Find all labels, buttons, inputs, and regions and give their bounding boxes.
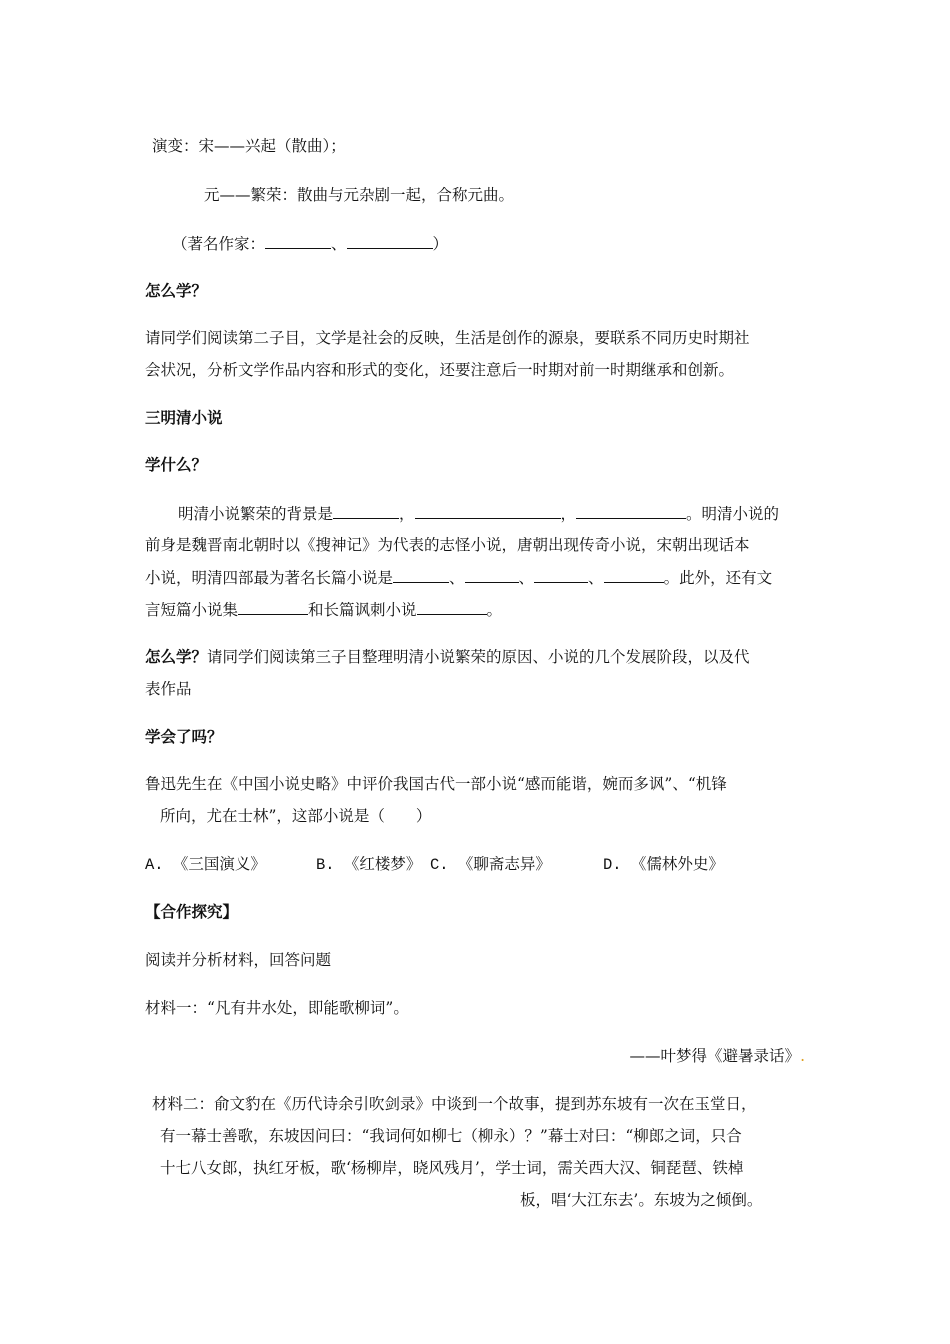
cooperate-heading: 【合作探究】 (145, 903, 239, 921)
quiz-option-b[interactable]: B. 《红楼梦》 (316, 856, 422, 874)
quiz-option-d[interactable]: D. 《儒林外史》 (603, 856, 724, 874)
predecessor-line: 前身是魏晋南北朝时以《搜神记》为代表的志怪小说，唐朝出现传奇小说，宋朝出现话本 (145, 536, 750, 554)
how-to-learn-heading-1: 怎么学？ (145, 282, 208, 300)
how-to-learn-2-text: 请同学们阅读第三子目整理明清小说繁荣的原因、小说的几个发展阶段，以及代 (207, 648, 750, 666)
sep-2: 、 (518, 569, 535, 587)
novel-blank-3[interactable] (534, 567, 588, 583)
section-title: 三明清小说 (145, 409, 223, 427)
famous-sep: 、 (331, 235, 347, 253)
material-2-line-3: 十七八女郎，执红牙板，歌‘杨柳岸，晓风残月’，学士词，需关西大汉、铜琵琶、铁棹 (160, 1159, 744, 1177)
satire-text: 和长篇讽刺小说 (308, 601, 417, 619)
four-novels-text: 小说，明清四部最为著名长篇小说是 (145, 569, 394, 587)
material-1-source: ——叶梦得《避暑录话》. (629, 1047, 805, 1065)
quiz-option-c[interactable]: C. 《聊斋志异》 (430, 856, 551, 874)
novel-blank-4[interactable] (604, 567, 664, 583)
how-to-learn-heading-2: 怎么学？ (145, 648, 208, 666)
writer-blank-1[interactable] (265, 233, 331, 249)
famous-writers-line (172, 233, 448, 254)
short-stories-line (145, 599, 502, 620)
how-to-learn-2-line-2: 表作品 (145, 680, 192, 698)
mark-dot: . (800, 1047, 805, 1065)
material-1: 材料一：“凡有井水处，即能歌柳词”。 (145, 999, 409, 1017)
how-to-learn-1-line-2: 会状况，分析文学作品内容和形式的变化，还要注意后一时期对前一时期继承和创新。 (145, 361, 735, 379)
background-blank-3[interactable] (576, 503, 686, 519)
four-novels-line (145, 567, 772, 588)
famous-pre: （著名作家： (172, 235, 266, 253)
four-novels-tail: 。此外，还有文 (663, 569, 773, 587)
comma-2: ， (560, 505, 577, 523)
background-text: 明清小说繁荣的背景是 (178, 505, 334, 523)
sep-1: 、 (449, 569, 465, 587)
novel-blank-2[interactable] (465, 567, 519, 583)
material-2-line-1: 材料二：俞文豹在《历代诗余引吹剑录》中谈到一个故事，提到苏东坡有一次在玉堂日， (152, 1095, 757, 1113)
novel-blank-1[interactable] (393, 567, 449, 583)
quiz-question-line-2: 所向，尤在士林”，这部小说是（ ） (160, 807, 432, 825)
background-tail: 。明清小说的 (686, 505, 780, 523)
writer-blank-2[interactable] (347, 233, 433, 249)
quiz-option-a[interactable]: A. 《三国演义》 (145, 856, 266, 874)
material-2-line-4: 板，唱‘大江东去’。东坡为之倾倒。 (520, 1191, 763, 1209)
quiz-question-line-1: 鲁迅先生在《中国小说史略》中评价我国古代一部小说“感而能谐，婉而多讽”、“机锋 (145, 775, 727, 793)
evolution-yuan: 元——繁荣：散曲与元杂剧一起，合称元曲。 (204, 186, 515, 204)
period: 。 (486, 601, 503, 619)
material-2-line-2: 有一幕士善歌，东坡因问曰：“我词何如柳七（柳永）？”幕士对曰：“柳郎之词，只合 (160, 1127, 742, 1145)
cooperate-intro: 阅读并分析材料，回答问题 (145, 951, 332, 969)
short-stories-text: 言短篇小说集 (145, 601, 239, 619)
how-to-learn-1-line-1: 请同学们阅读第二子目，文学是社会的反映，生活是创作的源泉，要联系不同历史时期社 (145, 329, 750, 347)
sep-3: 、 (588, 569, 604, 587)
background-blank-2[interactable] (415, 503, 561, 519)
what-to-learn-heading: 学什么？ (145, 456, 208, 474)
satire-blank[interactable] (417, 599, 487, 615)
comma-1: ， (399, 505, 415, 523)
evolution-song: 演变：宋——兴起（散曲）； (152, 137, 346, 155)
how-to-learn-2-line-1 (145, 647, 750, 667)
background-blank-1[interactable] (333, 503, 399, 519)
background-line (178, 503, 779, 524)
quiz-heading: 学会了吗？ (145, 728, 223, 746)
famous-post: ） (432, 235, 449, 253)
collection-blank[interactable] (238, 599, 308, 615)
